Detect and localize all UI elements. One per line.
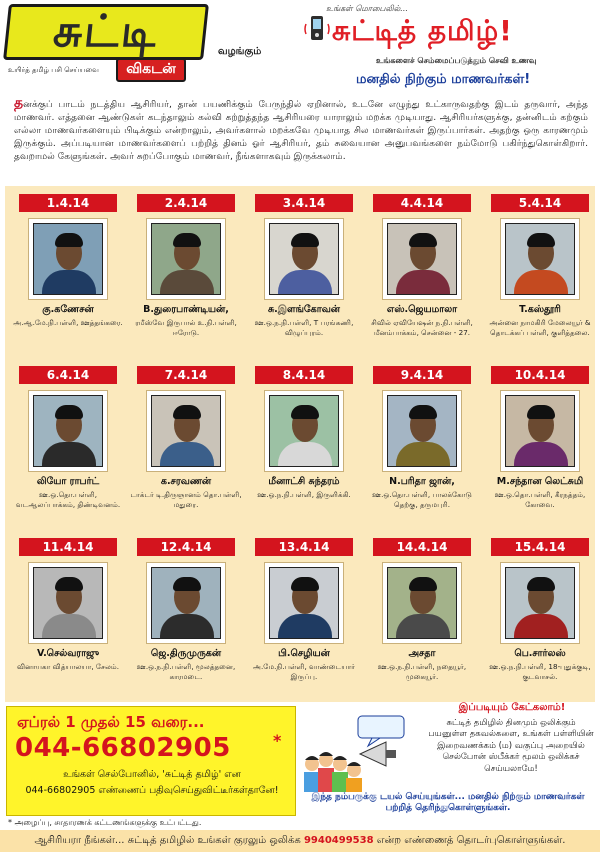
footer-phone-number[interactable]: 9940499538 [303,835,374,846]
mobile-phone-icon [304,14,330,44]
logo-text: சுட்டி [3,4,209,60]
broadcast-date: 13.4.14 [255,538,353,556]
teacher-school: அ.ஆ.மே.நி.பள்ளி, ஊத்தங்கரை. [13,318,123,327]
promo-asterisk: * [273,731,282,750]
ask-box [300,700,596,818]
promo-date-range: ஏப்ரல் 1 முதல் 15 வரை... [17,713,205,731]
teacher-card[interactable] [363,366,481,526]
teacher-school: ஊ.ஒ.ந.நி.பள்ளி, மூலத்தனை, காரமடை. [136,662,236,681]
teacher-school: ஊ.ஒ.ந.நி.பள்ளி, நதையூர், முகையூர். [377,662,467,681]
broadcast-date: 14.4.14 [373,538,471,556]
teacher-school: சிவில் ஏவியேஷன் ந.நி.பள்ளி, மீனம்பாக்கம், சென்னை - 27. [371,318,473,337]
header [0,0,600,96]
teacher-photo-frame [264,390,344,472]
intro-text: னக்குப் பாடம் நடத்திய ஆசிரியர், தான் பயணிக்கும் பேருந்தில் ஏறினால், உடனே எழுந்து உட்காருவதற்கு இடம் தருவார், அந்த மாணவர். எத்தனை ஆண்டுகள் கடந்தாலும் கல்வி கற்றுத்தந்த ஆசிரியரை யாராலும் மறக்க முடியாது. ஆசிரியர்களுக்கு, தன்னிடம் கற்கும் எல்லா மாணவர்களையும் பிடிக்கும் என்றாலும், அவர்களால் மறக்கவே முடியாத சில மாணவர்கள் இருப்பார்கள். அதற்கு ஒரு காரணமும் இருக்கும். அப்படியான மாணவர்களைப் பற்றித் தினம் ஓர் ஆசிரியர், தம் சுவையான அனுபவங்களை நம்மோடு பகிர்ந்துகொள்கிறார். தவறாமல் கேளுங்கள். அவர் சுறப்போகும் மாணவர், நீங்களாகவும் இருக்கலாம். [14,99,588,162]
teacher-name: ஜெ.திருமுருகன் [150,648,222,659]
teacher-card[interactable] [363,538,481,698]
broadcast-date: 15.4.14 [491,538,589,556]
teacher-photo-frame [28,218,108,300]
teacher-name: N.பரிதா ஜான், [389,476,455,487]
teacher-name: லியோ ராபர்ட் [36,476,100,487]
teacher-photo-frame [382,218,462,300]
schedule-row [5,194,595,362]
teacher-photo [269,395,339,467]
broadcast-date: 4.4.14 [373,194,471,212]
kids-crowd-illustration-icon [302,714,420,794]
teacher-card[interactable] [127,366,245,526]
teacher-card[interactable] [9,366,127,526]
teacher-photo-frame [500,562,580,644]
ask-body: சுட்டித் தமிழில் தினமும் ஒலிக்கும் பயனுள்ள தகவல்களை, உங்கள் பள்ளியின் இறைவணக்கம் (ம) வகுப்பு அறையில் செல்போன் ஸ்பீக்கர் மூலம் ஒலிக்கச் செய்யலாமே! [428,718,594,774]
broadcast-date: 7.4.14 [137,366,235,384]
teacher-photo-frame [146,390,226,472]
broadcast-date: 6.4.14 [19,366,117,384]
teacher-name: கு.கணேசன் [42,304,94,315]
campaign-banner [300,0,598,96]
teacher-school: ஊ.ஒ.தொ.பள்ளி, பாலக்கோடு தெற்கு, தருமபுரி. [372,490,472,509]
teacher-card[interactable] [481,194,599,354]
teacher-school: ரமீஸ்வே இருபால் உ.நி.பள்ளி, ஈரோடு. [135,318,237,337]
teacher-photo-frame [382,390,462,472]
footer-bar [0,830,600,852]
teacher-photo-frame [382,562,462,644]
footer-text-before: ஆசிரியரா நீங்கள்... சுட்டித் தமிழில் உங்கள் குரலும் ஒலிக்க [34,835,301,846]
dial-promo-box [6,706,296,816]
campaign-title: சுட்டித் தமிழ்! [332,14,513,47]
chutti-vikatan-logo[interactable] [6,4,214,88]
teacher-card[interactable] [127,538,245,698]
mobile-caption: உங்கள் மொபைலில்... [326,4,408,13]
campaign-subtitle: உங்களைச் செம்மைப்படுத்தும் செவி உணவு [376,56,537,65]
broadcast-date: 12.4.14 [137,538,235,556]
teacher-card[interactable] [245,194,363,354]
teacher-school: அ.மே.நி.பள்ளி, வாண்டையார் இருப்பு. [252,662,355,681]
teacher-name: மீனாட்சி சுந்தரம் [268,476,340,487]
teacher-card[interactable] [9,194,127,354]
teacher-name: பி.செழியன் [278,648,330,659]
teacher-photo-frame [264,218,344,300]
ask-footer: இந்த நம்பருக்கு டயல் செய்யுங்கள்... மனதில் நிற்கும் மாணவர்கள் பற்றித் தெரிந்துகொள்ளுங்கள். [311,792,585,813]
teacher-photo [505,395,575,467]
broadcast-date: 2.4.14 [137,194,235,212]
call-charges-disclaimer: * அழைப்பு, சாதாரணக் கட்டணங்களுக்கு உட்பட்டது. [8,818,202,827]
teacher-card[interactable] [245,366,363,526]
teacher-photo-frame [146,218,226,300]
teacher-photo [505,567,575,639]
broadcast-date: 9.4.14 [373,366,471,384]
promo-phone-number[interactable]: 044-66802905 [15,733,231,763]
teacher-photo-frame [28,562,108,644]
teacher-photo [151,395,221,467]
logo-subtitle: விகடன் [116,58,186,82]
broadcast-date: 11.4.14 [19,538,117,556]
teacher-card[interactable] [245,538,363,698]
teacher-card[interactable] [127,194,245,354]
broadcast-date: 5.4.14 [491,194,589,212]
teacher-photo-frame [28,390,108,472]
teacher-name: எஸ்.ஜெயமாலா [386,304,458,315]
presents-label: வழங்கும் [218,46,262,57]
intro-dropcap: த [14,95,24,111]
teacher-photo [387,223,457,295]
broadcast-date: 10.4.14 [491,366,589,384]
teacher-photo-frame [146,562,226,644]
teacher-photo-frame [500,218,580,300]
teacher-photo [33,567,103,639]
teacher-name: சு.இளங்கோவன் [267,304,341,315]
teacher-photo [269,567,339,639]
teacher-school: ஊ.ஒ.ந.நி.பள்ளி, 18-புதுக்குடி, குடவாசல். [489,662,591,681]
teacher-school: டாக்டர் டி.திருஞானம் தொ.பள்ளி, மதுரை. [130,490,242,509]
teacher-photo [387,567,457,639]
teacher-card[interactable] [481,366,599,526]
teacher-photo [151,567,221,639]
teacher-photo [387,395,457,467]
teacher-name: M.சந்தான லெட்சுமி [496,476,584,487]
teacher-name: T.கஸ்தூரி [519,304,561,315]
teacher-school: அன்னை நாமகிரி மேலையூர் & தொடக்கப் பள்ளி, குளித்தலை. [489,318,591,337]
promo-instruction-2: 044-66802905 எண்ணைப் பதிவுசெய்துவிட்டீர்கள்தானே! [25,785,279,796]
teacher-name: B.துரைபாண்டியன், [143,304,229,315]
ask-title: இப்படியும் கேட்கலாம்! [458,702,566,713]
schedule-row [5,366,595,534]
schedule-row [5,538,595,706]
teacher-card[interactable] [9,538,127,698]
teacher-school: ஊ.ஒ.ந.நி.பள்ளி, இருளிக்கி. [257,490,351,499]
page-headline: மனதில் நிற்கும் மாணவர்கள்! [356,72,531,87]
teacher-card[interactable] [481,538,599,698]
teacher-photo [33,223,103,295]
teacher-school: வினாயகா வித்யாலயா, சேலம். [16,662,120,671]
broadcast-date: 3.4.14 [255,194,353,212]
teacher-name: பெ.சார்லஸ் [514,648,566,659]
teacher-school: ஊ.ஒ.தொ.பள்ளி, வடஆலப்பாக்கம், திண்டிவனம். [15,490,121,509]
teacher-school: ஊ.ஒ.ந.நி.பள்ளி, T பரங்கணி, விழுப்புரம். [254,318,354,337]
teacher-name: க.சரவணன் [160,476,212,487]
teacher-photo-frame [500,390,580,472]
footer-text-after: என்ற எண்ணைத் தொடர்புகொள்ளுங்கள். [376,835,566,846]
promo-instruction-1: உங்கள் செல்போனில், 'சுட்டித் தமிழ்' என [63,769,241,780]
teacher-photo [269,223,339,295]
teacher-name: அசதா [408,648,436,659]
teacher-photo [151,223,221,295]
logo-tagline: உயிர்த் தமிழ் பசி செய்யவை [8,66,99,74]
teacher-card[interactable] [363,194,481,354]
teacher-schedule-grid [5,186,595,702]
teacher-school: ஊ.ஒ.தொ.பள்ளி, கீரநத்தம், கோவை. [494,490,586,509]
teacher-name: V.செல்வராஜு [36,648,100,659]
teacher-photo [33,395,103,467]
broadcast-date: 1.4.14 [19,194,117,212]
intro-paragraph [14,97,588,163]
broadcast-date: 8.4.14 [255,366,353,384]
teacher-photo-frame [264,562,344,644]
teacher-photo [505,223,575,295]
